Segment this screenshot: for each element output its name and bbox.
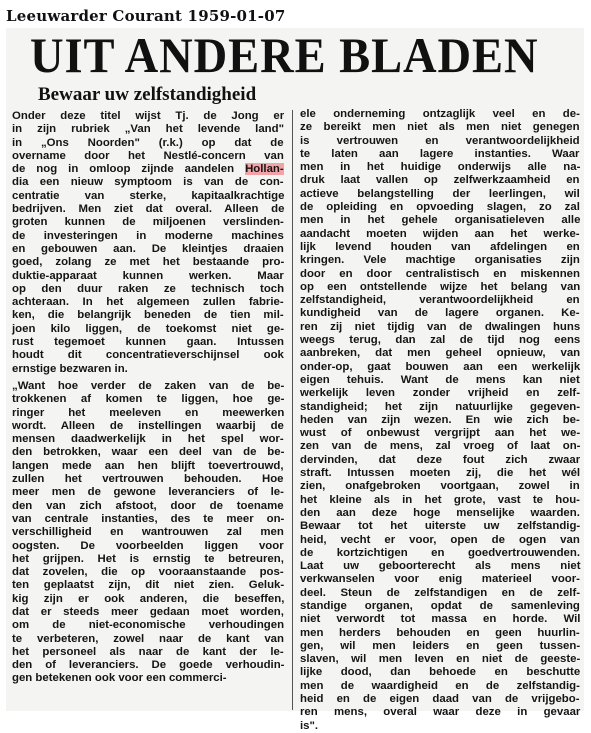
- text-line: rust tegemoet kunnen gaan. Intussen: [12, 336, 284, 349]
- text-line: werkelijk leven zonder vrijheid en zelf-: [300, 387, 581, 400]
- text-line: bedrijven. Men ziet dat overal. Alleen de: [12, 203, 285, 216]
- text-line: dat er steeds meer gedaan moet worden,: [12, 605, 284, 618]
- text-line: trokkenen af komen te liggen, hoe ge-: [12, 393, 285, 406]
- text-line: onder-op, gaat bouwen aan een werkelijk: [300, 360, 581, 373]
- text-line: den aan deze hoge menselijke waarden.: [300, 506, 580, 519]
- text-line: deel. Steun de zelfstandigen en de zelf-: [300, 586, 581, 599]
- text-line: de nog in omloop zijnde aandelen Hollan-: [12, 163, 284, 176]
- text-line: ringer het meeleven en meewerken: [12, 406, 285, 419]
- text-line: zelfstandigheid, verantwoordelijkheid en: [300, 294, 580, 307]
- highlighted-word: Hollan-: [245, 163, 284, 176]
- text-line: door en door centralistisch en miskennen: [300, 267, 580, 280]
- text-line: gen betekenen ook voor een commerci-: [12, 672, 227, 685]
- text-line: is vertrouwen en verantwoordelijkheid: [300, 134, 580, 147]
- text-line: van centrale instanties, des te meer on-: [12, 512, 285, 525]
- text-line: oogsten. De voorbeelden liggen voor: [12, 539, 284, 552]
- text-line: „Want hoe verder de zaken van de be-: [12, 379, 285, 392]
- text-line: men herders behouden en geen huurlin-: [300, 626, 580, 639]
- text-line: is".: [300, 719, 319, 732]
- text-line: zen van de mens, zal vroeg of laat on-: [300, 440, 581, 453]
- column-right: [300, 108, 580, 733]
- text-line: kig zijn er ook anderen, die beseffen,: [12, 592, 285, 605]
- text-line: men in het gehele organisatieleven alle: [300, 214, 581, 227]
- text-line: Laat uw geboorterecht als mens niet: [300, 560, 581, 573]
- text-line: actieve belangstelling der leerlingen, wil: [300, 187, 580, 200]
- text-line: lijk levend houden van afdelingen en: [300, 240, 580, 253]
- column-left: [12, 110, 284, 686]
- source-caption: Leeuwarder Courant 1959-01-07: [6, 7, 286, 25]
- text-line: op een ontstellende wijze het belang van: [300, 280, 581, 293]
- text-line: den betrokken, waar een deel van de be-: [12, 446, 285, 459]
- text-line: zien, onafgebroken voortgaan, zowel in: [300, 480, 580, 493]
- text-line: de investeringen in moderne machines: [12, 229, 284, 242]
- text-line: dat zovelen, die op vooraanstaande pos-: [12, 566, 284, 579]
- text-line: gen, wil men leiders en geen tussen-: [300, 639, 581, 652]
- text-line: te laten aan lagere instanties. Waar: [300, 147, 580, 160]
- text-line: verkwanselen voor enig materieel voor-: [300, 573, 580, 586]
- text-line: in „Ons Noorden" (r.k.) op dat de: [12, 136, 284, 149]
- text-line: men in het huidige onderwijs alle na-: [300, 161, 581, 174]
- text-line: in zijn rubriek „Van het levende land": [12, 123, 284, 136]
- text-line: heid, vecht er voor, open de ogen van: [300, 533, 580, 546]
- text-line: aandacht moeten wijden aan het werke-: [300, 227, 580, 240]
- text-line: den of leveranciers. De goede verhoudin-: [12, 659, 285, 672]
- text-line: achteraan. In het algemeen zullen fabrie-: [12, 296, 284, 309]
- text-line: eigen tehuis. Want de mens kan niet: [300, 373, 580, 386]
- text-line: men de waardigheid en de zelfstandig-: [300, 679, 580, 692]
- text-line: niet verwordt tot massa en horde. Wil: [300, 613, 581, 626]
- text-line: de opleiding en opvoeding slagen, zo zal: [300, 201, 580, 214]
- text-line: en gebouwen aan. De kleintjes draaien: [12, 242, 284, 255]
- column-divider: [292, 110, 293, 710]
- text-line: ele onderneming ontzaglijk veel en de-: [300, 108, 580, 120]
- subheadline: Bewaar uw zelfstandigheid: [38, 84, 257, 105]
- text-line: dervinden, dat deze fout zich zwaar: [300, 453, 581, 466]
- text-line: standigheid; het zijn natuurlijke gegeven-: [300, 400, 581, 413]
- text-line: standige organen, opdat de samenleving: [300, 599, 580, 612]
- text-line: ten geplaatst zijn, dit niet zien. Geluk-: [12, 579, 285, 592]
- text-line: aanbreken, dat men geheel opnieuw, van: [300, 347, 581, 360]
- text-line: straft. Intussen moeten zij, die het wél: [300, 467, 581, 480]
- text-line: meer men de gewone leveranciers of le-: [12, 486, 284, 499]
- text-line: ken, die belangrijk beneden de tien mil-: [12, 309, 284, 322]
- newspaper-clipping: [6, 27, 584, 732]
- text-line: slaven, wil men leven en niet de geeste-: [300, 653, 581, 666]
- text-line: Onder deze titel wijst Tj. de Jong er: [12, 110, 285, 122]
- text-line: om de niet-economische verhoudingen: [12, 619, 285, 632]
- text-line: ren zij niet tijdig van de dwalingen huns: [300, 320, 581, 333]
- text-line: kringen. Vele machtige organisaties zijn: [300, 254, 580, 267]
- text-line: het grijpen. Het is ernstig te betreuren,: [12, 552, 284, 565]
- text-line: lijke dood, dan behoede en beschutte: [300, 666, 581, 679]
- text-line: den van zich afstoot, door de toename: [12, 499, 284, 512]
- text-line: overname door het Nestlé-concern van: [12, 149, 284, 162]
- text-line: wust of onbewust vergrijpt aan het we-: [300, 427, 581, 440]
- text-line: groten kunnen de miljoenen verslinden-: [12, 216, 284, 229]
- text-line: dia een nieuw symptoom is van de con-: [12, 176, 284, 189]
- text-line: op den duur raken ze technisch toch: [12, 282, 285, 295]
- text-line: duktie-apparaat kunnen werken. Maar: [12, 269, 284, 282]
- text-line: joen kilo liggen, de toekomst niet ge-: [12, 322, 284, 335]
- text-line: langen mede aan hen blijft toevertrouwd,: [12, 459, 284, 472]
- text-line: te verbeteren, zowel naar de kant van: [12, 632, 284, 645]
- text-line: kundigheid van de lagere organen. Ke-: [300, 307, 580, 320]
- text-line: centratie van sterke, kapitaalkrachtige: [12, 189, 285, 202]
- text-line: het kleine als in het grote, vast te hou-: [300, 493, 580, 506]
- text-line: wordt. Alleen de instellingen waarbij de: [12, 419, 284, 432]
- text-line: ze bereikt men niet als men niet genegen: [300, 121, 580, 134]
- text-line: goed, zolang ze met het bestaande pro-: [12, 256, 285, 269]
- headline: UIT ANDERE BLADEN: [30, 27, 539, 83]
- text-line: heden van zijn wezen. En wie zich be-: [300, 413, 580, 426]
- text-line: weegs terug, dan zal de tijd nog eens: [300, 334, 581, 347]
- text-line: zullen het vertrouwen behouden. Hoe: [12, 473, 284, 486]
- text-line: het personeel als naar de kant der le-: [12, 645, 284, 658]
- text-line: houdt dit concentratieverschijnsel ook: [12, 349, 284, 362]
- text-line: mensen daadwerkelijk in het spel wor-: [12, 433, 284, 446]
- text-line: de kortzichtigen en goedvertrouwenden.: [300, 546, 580, 559]
- text-line: heid en de eigen daad van de vrijgebo-: [300, 693, 580, 706]
- text-line: ernstige bezwaren in.: [12, 362, 128, 375]
- text-line: verschilligheid en wantrouwen zal men: [12, 526, 284, 539]
- text-line: Bewaar tot het uiterste uw zelfstandig-: [300, 520, 581, 533]
- text-line: ren mens, overal waar deze in gevaar: [300, 706, 581, 719]
- text-line: druk laat vallen op zelfwerkzaamheid en: [300, 174, 580, 187]
